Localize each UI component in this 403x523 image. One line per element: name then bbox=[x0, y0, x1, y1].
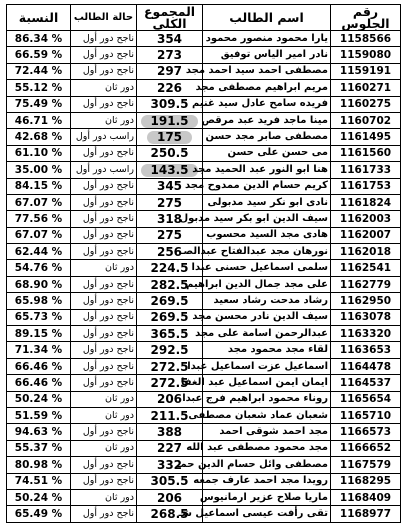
total-cell: 309.5 bbox=[137, 96, 203, 112]
table-row bbox=[7, 407, 401, 423]
status-cell: راسب دور أول bbox=[71, 162, 137, 178]
table-row bbox=[7, 129, 401, 145]
name-cell: لقاء مجد محمود مجد bbox=[203, 342, 331, 358]
seat-number-cell: 1164478 bbox=[331, 358, 401, 374]
name-cell: مريم ابراهيم مصطفى مجد bbox=[203, 80, 331, 96]
name-cell: هنا ابو النور عبد الحميد مجد bbox=[203, 162, 331, 178]
name-cell: مينا ماجد فريد عبد مرقص bbox=[203, 112, 331, 128]
name-cell: كريم حسام الدين ممدوح مجد bbox=[203, 178, 331, 194]
status-cell: دور ثان bbox=[71, 112, 137, 128]
name-cell: تقى رأفت عيسى اسماعيل شـ bbox=[203, 506, 331, 522]
total-cell: 365.5 bbox=[137, 326, 203, 342]
table-row bbox=[7, 80, 401, 96]
percent-cell: 72.44 % bbox=[7, 63, 71, 79]
status-cell: دور ثان bbox=[71, 407, 137, 423]
table-row bbox=[7, 244, 401, 260]
total-cell: 272.5 bbox=[137, 358, 203, 374]
status-cell: راسب دور أول bbox=[71, 129, 137, 145]
total-cell: 275 bbox=[137, 227, 203, 243]
results-table bbox=[6, 4, 401, 523]
total-cell: 292.5 bbox=[137, 342, 203, 358]
seat-number-cell: 1164537 bbox=[331, 375, 401, 391]
percent-cell: 77.56 % bbox=[7, 211, 71, 227]
total-cell: 224.5 bbox=[137, 260, 203, 276]
highlighted-total: 143.5 bbox=[141, 164, 199, 177]
name-cell: نورهان مجد عبدالفتاح عبدالصـ bbox=[203, 244, 331, 260]
table-row bbox=[7, 309, 401, 325]
name-cell: مجد محمود مصطفى عبد الله bbox=[203, 440, 331, 456]
percent-cell: 75.49 % bbox=[7, 96, 71, 112]
name-cell: روناء محمود ابراهيم فرج عبدا bbox=[203, 391, 331, 407]
status-cell: ناجح دور أول bbox=[71, 47, 137, 63]
percent-cell: 65.49 % bbox=[7, 506, 71, 522]
percent-cell: 68.90 % bbox=[7, 276, 71, 292]
percent-cell: 46.71 % bbox=[7, 112, 71, 128]
table-header-row bbox=[7, 5, 401, 31]
total-cell: 268.5 bbox=[137, 506, 203, 522]
name-cell: مصطفى صابر مجد حسن bbox=[203, 129, 331, 145]
percent-cell: 55.37 % bbox=[7, 440, 71, 456]
table-row bbox=[7, 112, 401, 128]
table-row bbox=[7, 96, 401, 112]
table-row bbox=[7, 424, 401, 440]
table-row bbox=[7, 358, 401, 374]
header-percent: النسبة bbox=[7, 5, 71, 31]
status-cell: دور ثان bbox=[71, 440, 137, 456]
total-cell bbox=[137, 129, 203, 145]
status-cell: ناجح دور أول bbox=[71, 309, 137, 325]
table-row bbox=[7, 375, 401, 391]
name-cell: ماريا صلاح عزير ارمانيوس bbox=[203, 489, 331, 505]
table-row bbox=[7, 293, 401, 309]
percent-cell: 71.34 % bbox=[7, 342, 71, 358]
total-cell: 305.5 bbox=[137, 473, 203, 489]
name-cell: رويدا مجد احمد عارف جمعه bbox=[203, 473, 331, 489]
total-cell: 250.5 bbox=[137, 145, 203, 161]
table-row bbox=[7, 31, 401, 47]
seat-number-cell: 1163653 bbox=[331, 342, 401, 358]
percent-cell: 50.24 % bbox=[7, 391, 71, 407]
percent-cell: 74.51 % bbox=[7, 473, 71, 489]
header-status: حالة الطالب bbox=[71, 5, 137, 31]
name-cell: مصطفى احمد سيد احمد مجد bbox=[203, 63, 331, 79]
table-body bbox=[7, 31, 401, 523]
percent-cell: 80.98 % bbox=[7, 457, 71, 473]
total-cell: 345 bbox=[137, 178, 203, 194]
status-cell: ناجح دور أول bbox=[71, 506, 137, 522]
seat-number-cell: 1165654 bbox=[331, 391, 401, 407]
name-cell: سيف الدين نادر محسن مجد bbox=[203, 309, 331, 325]
seat-number-cell: 1168295 bbox=[331, 473, 401, 489]
percent-cell: 67.07 % bbox=[7, 227, 71, 243]
seat-number-cell: 1161824 bbox=[331, 194, 401, 210]
table-row bbox=[7, 506, 401, 522]
seat-number-cell: 1161733 bbox=[331, 162, 401, 178]
name-cell: على مجد جمال الدين ابراهيم bbox=[203, 276, 331, 292]
seat-number-cell: 1163320 bbox=[331, 326, 401, 342]
percent-cell: 61.10 % bbox=[7, 145, 71, 161]
status-cell: ناجح دور أول bbox=[71, 244, 137, 260]
name-cell: سيف الدين ابو بكر سيد مدبول bbox=[203, 211, 331, 227]
percent-cell: 55.12 % bbox=[7, 80, 71, 96]
status-cell: ناجح دور أول bbox=[71, 145, 137, 161]
seat-number-cell: 1166652 bbox=[331, 440, 401, 456]
seat-number-cell: 1165710 bbox=[331, 407, 401, 423]
name-cell: نادر امير الياس توفيق bbox=[203, 47, 331, 63]
total-cell: 388 bbox=[137, 424, 203, 440]
table-row bbox=[7, 47, 401, 63]
status-cell: ناجح دور أول bbox=[71, 457, 137, 473]
percent-cell: 84.15 % bbox=[7, 178, 71, 194]
percent-cell: 67.07 % bbox=[7, 194, 71, 210]
seat-number-cell: 1163078 bbox=[331, 309, 401, 325]
percent-cell: 66.46 % bbox=[7, 358, 71, 374]
name-cell: ايمان ايمن اسماعيل عبد الغفا bbox=[203, 375, 331, 391]
table-row bbox=[7, 145, 401, 161]
percent-cell: 65.73 % bbox=[7, 309, 71, 325]
status-cell: ناجح دور أول bbox=[71, 326, 137, 342]
status-cell: ناجح دور أول bbox=[71, 63, 137, 79]
table-row bbox=[7, 473, 401, 489]
total-cell: 269.5 bbox=[137, 309, 203, 325]
seat-number-cell: 1162007 bbox=[331, 227, 401, 243]
table-row bbox=[7, 276, 401, 292]
seat-number-cell: 1160702 bbox=[331, 112, 401, 128]
seat-number-cell: 1159080 bbox=[331, 47, 401, 63]
status-cell: ناجح دور أول bbox=[71, 358, 137, 374]
percent-cell: 35.00 % bbox=[7, 162, 71, 178]
total-cell: 206 bbox=[137, 489, 203, 505]
percent-cell: 86.34 % bbox=[7, 31, 71, 47]
seat-number-cell: 1168409 bbox=[331, 489, 401, 505]
percent-cell: 50.24 % bbox=[7, 489, 71, 505]
percent-cell: 65.98 % bbox=[7, 293, 71, 309]
total-cell: 272.5 bbox=[137, 375, 203, 391]
status-cell: ناجح دور أول bbox=[71, 276, 137, 292]
table-row bbox=[7, 178, 401, 194]
seat-number-cell: 1162541 bbox=[331, 260, 401, 276]
status-cell: ناجح دور أول bbox=[71, 194, 137, 210]
seat-number-cell: 1158566 bbox=[331, 31, 401, 47]
total-cell: 354 bbox=[137, 31, 203, 47]
name-cell: سلمى اسماعيل حسنى عبدا bbox=[203, 260, 331, 276]
total-cell: 297 bbox=[137, 63, 203, 79]
seat-number-cell: 1162779 bbox=[331, 276, 401, 292]
status-cell: دور ثان bbox=[71, 260, 137, 276]
total-cell: 226 bbox=[137, 80, 203, 96]
status-cell: ناجح دور أول bbox=[71, 424, 137, 440]
total-cell: 318 bbox=[137, 211, 203, 227]
total-cell: 227 bbox=[137, 440, 203, 456]
highlighted-total: 191.5 bbox=[141, 115, 199, 128]
status-cell: ناجح دور أول bbox=[71, 227, 137, 243]
name-cell: يارا محمود منصور محمود bbox=[203, 31, 331, 47]
table-row bbox=[7, 260, 401, 276]
total-cell: 332 bbox=[137, 457, 203, 473]
seat-number-cell: 1160275 bbox=[331, 96, 401, 112]
table-row bbox=[7, 440, 401, 456]
status-cell: ناجح دور أول bbox=[71, 473, 137, 489]
seat-number-cell: 1162003 bbox=[331, 211, 401, 227]
status-cell: دور ثان bbox=[71, 391, 137, 407]
seat-number-cell: 1167579 bbox=[331, 457, 401, 473]
status-cell: ناجح دور أول bbox=[71, 342, 137, 358]
percent-cell: 66.46 % bbox=[7, 375, 71, 391]
name-cell: اسماعيل عزت اسماعيل عبدا bbox=[203, 358, 331, 374]
table-row bbox=[7, 162, 401, 178]
seat-number-cell: 1159191 bbox=[331, 63, 401, 79]
total-cell: 273 bbox=[137, 47, 203, 63]
percent-cell: 66.59 % bbox=[7, 47, 71, 63]
percent-cell: 42.68 % bbox=[7, 129, 71, 145]
name-cell: شعبان عماد شعبان مصطفى bbox=[203, 407, 331, 423]
table-row bbox=[7, 391, 401, 407]
total-cell: 206 bbox=[137, 391, 203, 407]
total-cell: 211.5 bbox=[137, 407, 203, 423]
table-row bbox=[7, 326, 401, 342]
percent-cell: 62.44 % bbox=[7, 244, 71, 260]
percent-cell: 89.15 % bbox=[7, 326, 71, 342]
name-cell: مصطفى وائل حسام الدين حمـ bbox=[203, 457, 331, 473]
table-row bbox=[7, 194, 401, 210]
name-cell: هادى مجد السيد محسوب bbox=[203, 227, 331, 243]
seat-number-cell: 1161495 bbox=[331, 129, 401, 145]
percent-cell: 54.76 % bbox=[7, 260, 71, 276]
name-cell: نادى ابو نكر سيد مدبولى bbox=[203, 194, 331, 210]
status-cell: ناجح دور أول bbox=[71, 96, 137, 112]
table-row bbox=[7, 342, 401, 358]
seat-number-cell: 1168977 bbox=[331, 506, 401, 522]
header-name: اسم الطالب bbox=[203, 5, 331, 31]
name-cell: عبدالرحمن اسامة على مجد bbox=[203, 326, 331, 342]
total-cell: 256 bbox=[137, 244, 203, 260]
name-cell: فريده سامح عادل سيد غنيم bbox=[203, 96, 331, 112]
table-row bbox=[7, 211, 401, 227]
percent-cell: 94.63 % bbox=[7, 424, 71, 440]
header-seat-number: رقم الجلوس bbox=[331, 5, 401, 31]
highlighted-total: 175 bbox=[147, 131, 192, 144]
total-cell: 269.5 bbox=[137, 293, 203, 309]
seat-number-cell: 1162950 bbox=[331, 293, 401, 309]
name-cell: مجد احمد شوقى احمد bbox=[203, 424, 331, 440]
table-row bbox=[7, 63, 401, 79]
seat-number-cell: 1161753 bbox=[331, 178, 401, 194]
seat-number-cell: 1162018 bbox=[331, 244, 401, 260]
seat-number-cell: 1161560 bbox=[331, 145, 401, 161]
table-row bbox=[7, 489, 401, 505]
table-row bbox=[7, 227, 401, 243]
seat-number-cell: 1160271 bbox=[331, 80, 401, 96]
status-cell: دور ثان bbox=[71, 80, 137, 96]
table-row bbox=[7, 457, 401, 473]
status-cell: ناجح دور أول bbox=[71, 178, 137, 194]
status-cell: ناجح دور أول bbox=[71, 31, 137, 47]
total-cell: 282.5 bbox=[137, 276, 203, 292]
status-cell: ناجح دور أول bbox=[71, 293, 137, 309]
seat-number-cell: 1166573 bbox=[331, 424, 401, 440]
header-total: المجموع الكلى bbox=[137, 5, 203, 31]
status-cell: ناجح دور أول bbox=[71, 375, 137, 391]
status-cell: دور ثان bbox=[71, 489, 137, 505]
total-cell: 275 bbox=[137, 194, 203, 210]
name-cell: رشاد مدحت رشاد سعيد bbox=[203, 293, 331, 309]
name-cell: مى حسن على حسن bbox=[203, 145, 331, 161]
total-cell bbox=[137, 112, 203, 128]
percent-cell: 51.59 % bbox=[7, 407, 71, 423]
status-cell: ناجح دور أول bbox=[71, 211, 137, 227]
